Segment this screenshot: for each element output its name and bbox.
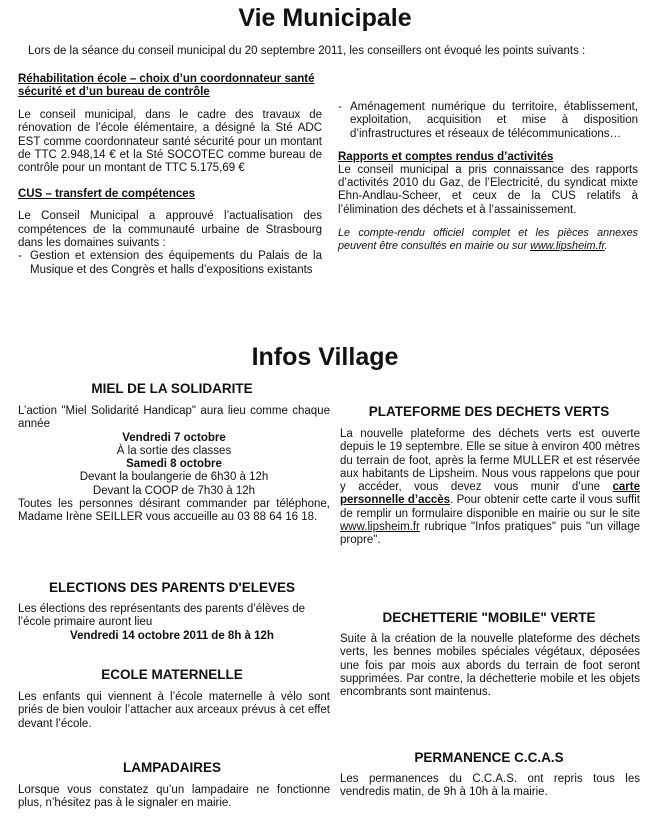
dechetterie-title: DECHETTERIE "MOBILE" VERTE [382,610,596,625]
miel-date-1: Vendredi 7 octobre [122,431,226,444]
miel-place-2: Devant la boulangerie de 6h30 à 12h [79,471,269,484]
plateforme-title: PLATEFORME DES DECHETS VERTS [368,404,610,419]
lampadaires-text: Lorsque vous constatez qu’un lampadaire ne fonctionne plus, n’hésitez pas à le signaler en mairie. [18,784,330,810]
section-text-rehabilitation: Le conseil municipal, dans le cadre des travaux de rénovation de l’école élémentaire, a désigné la Sté ADC EST comme coordonnateur santé sécurité pour un montant de TTC 2.948,14 € et la Sté SOCOTEC comme bureau de contrôle pour un montant de TTC 5.175,69 € [18,109,322,175]
ccas-title: PERMANENCE C.C.A.S [414,750,564,765]
miel-intro: L’action "Miel Solidarité Handicap" aura lieu comme chaque année [18,405,330,431]
carte-acces-label: carte personnelle d’accès [340,481,640,507]
compte-rendu-note: Le compte-rendu officiel complet et les pièces annexes peuvent être consultés en mairie ou sur www.lipsheim.fr. [338,227,638,253]
section-title-rehabilitation: Réhabilitation école – choix d’un coordonnateur santé sécurité et d’un bureau de contrôle [18,73,315,98]
miel-place-1: À la sortie des classes [116,444,232,457]
infos-village-title: Infos Village [251,343,399,371]
section-text-rapports: Le conseil municipal a pris connaissance des rapports d’activités 2010 du Gaz, de l’Electricité, du syndicat mixte Ehn-Andlau-Scheer, et ceux de la CUS relatifs à l’élimination des déchets et à l’assainissement. [338,163,638,216]
vie-intro: Lors de la séance du conseil municipal du 20 septembre 2011, les conseillers ont évoqué les points suivants : [28,45,586,57]
section-title-cus: CUS – transfert de compétences [18,188,196,201]
vie-left-column [18,73,322,277]
miel-outro: Toutes les personnes désirant commander par téléphone, Madame Irène SEILLER vous accueille au 03 88 64 16 18. [18,498,330,524]
elections-text: Les élections des représentants des parents d’élèves de l’école primaire auront lieu [18,603,306,629]
vie-right-column [338,101,638,253]
elections-title: ELECTIONS DES PARENTS D'ELEVES [49,580,295,595]
lipsheim-link[interactable]: www.lipsheim.fr [530,240,605,253]
miel-date-2: Samedi 8 octobre [126,458,222,471]
plateforme-text: La nouvelle plateforme des déchets verts est ouverte depuis le 19 septembre. Elle se situe à environ 400 mètres du terrain de foot, après la ferme MULLER et est réservée aux habitants de Lipsheim. Nous vous rappelons que pour y accéder, vous devez vous munir d’une carte personnelle d’accès. Pour obtenir cette carte il vous suffit de remplir un formulaire disponible en mairie ou sur le site www.lipsheim.fr rubrique "Infos pratiques" puis "un village propre". [340,428,640,547]
elections-date: Vendredi 14 octobre 2011 de 8h à 12h [70,629,274,642]
section-title-rapports: Rapports et comptes rendus d’activités [338,150,554,163]
maternelle-text: Les enfants qui viennent à l’école maternelle à vélo sont priés de bien vouloir l’attacher aux arceaux prévus à cet effet devant l’école. [18,691,330,730]
ccas-text: Les permanences du C.C.A.S. ont repris tous les vendredis matin, de 9h à 10h à la mairie. [340,773,640,799]
elections-block [18,603,326,643]
lampadaires-title: LAMPADAIRES [122,760,221,775]
cus-bullet-2: - Aménagement numérique du territoire, établissement, exploitation, acquisition et mise à disposition d’infrastructures et réseaux de télécommunications… [338,101,638,140]
cus-bullet-1: - Gestion et extension des équipements du Palais de la Musique et des Congrès et halls d’expositions existants [18,250,322,276]
dechetterie-text: Suite à la création de la nouvelle plateforme des déchets verts, les bennes mobiles spéciales végétaux, déposées une fois par mois aux abords du terrain de foot seront supprimées. Par contre, la déchetterie mobile et les objets encombrants sont maintenus. [340,633,640,699]
vie-municipale-title: Vie Municipale [238,4,412,32]
section-text-cus: Le Conseil Municipal a approuvé l’actualisation des compétences de la communauté urbaine de Strasbourg dans les domaines suivants : [18,210,322,250]
lipsheim-site-link[interactable]: www.lipsheim.fr [340,521,420,534]
miel-place-3: Devant la COOP de 7h30 à 12h [92,484,256,497]
maternelle-title: ECOLE MATERNELLE [101,667,243,682]
miel-block [18,405,330,525]
miel-title: MIEL DE LA SOLIDARITE [91,381,253,396]
